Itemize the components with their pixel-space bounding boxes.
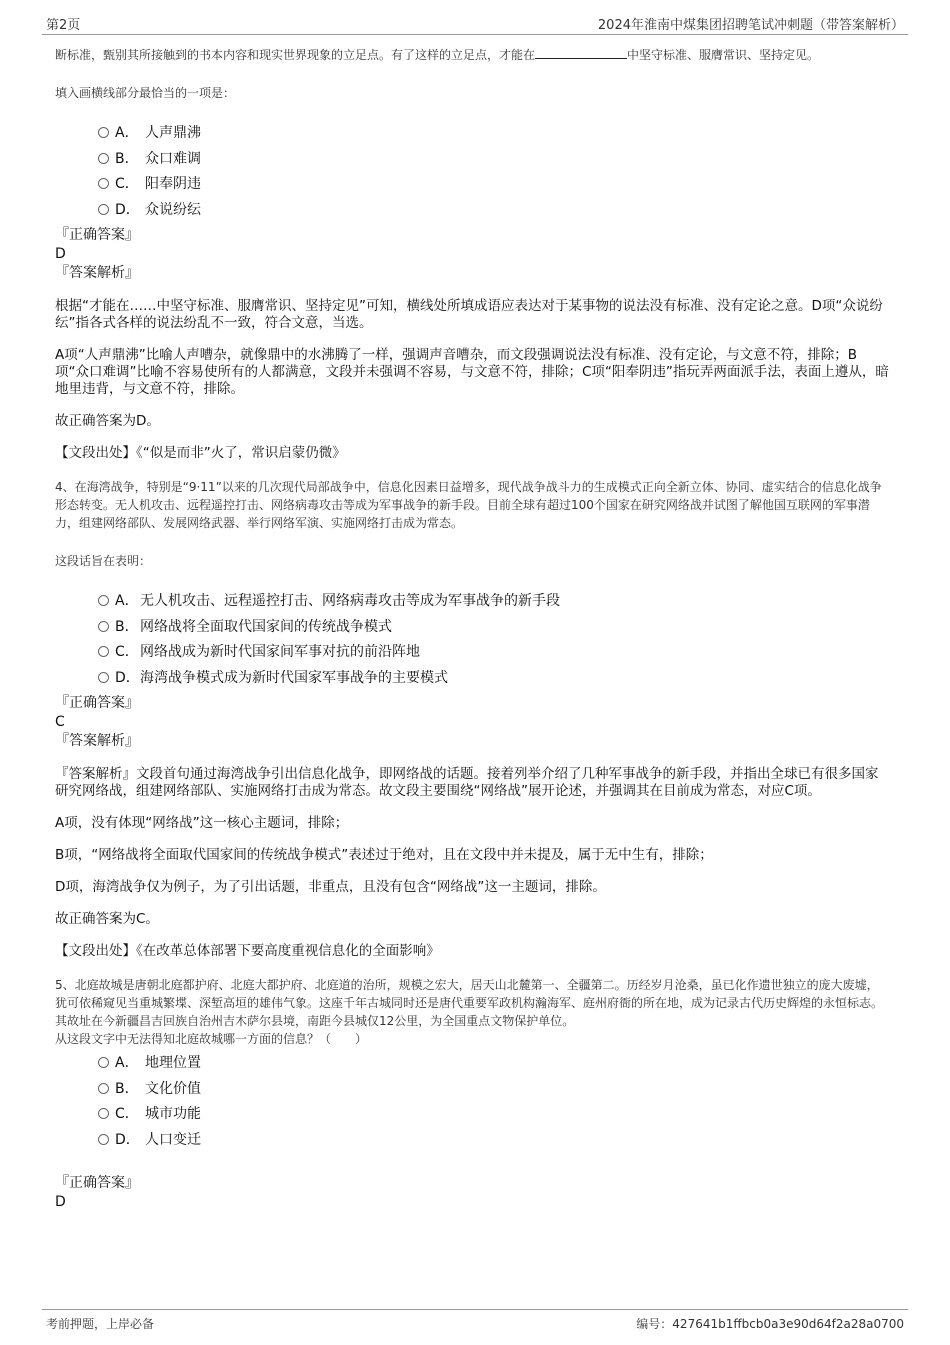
radio-icon[interactable]	[98, 595, 109, 606]
q5-options	[55, 1050, 890, 1152]
radio-icon[interactable]	[98, 1134, 109, 1145]
document-id: 编号：427641b1ffbcb0a3e90d64f2a28a0700	[636, 1317, 904, 1331]
q3-answer: D	[55, 246, 66, 262]
radio-icon[interactable]	[98, 621, 109, 632]
q4-options	[55, 588, 890, 690]
q4-analysis-paragraph: 『答案解析』文段首句通过海湾战争引出信息化战争，即网络战的话题。接着列举介绍了几种军事战争的新手段，并指出全球已有很多国家研究网络战，组建网络部队、实施网络打击成为常态。故文段主要围绕“网络战”展开论述，并强调其在目前成为常态，对应C项。	[55, 766, 879, 799]
q5-option-c[interactable]: C． 城市功能	[55, 1101, 890, 1127]
q5-option-a[interactable]: A． 地理位置	[55, 1050, 890, 1076]
document-title: 2024年淮南中煤集团招聘笔试冲刺题（带答案解析）	[597, 18, 904, 33]
q4-analysis-label: 『答案解析』	[55, 733, 139, 749]
q4-source: 【文段出处】《在改革总体部署下要高度重视信息化的全面影响》	[55, 943, 440, 959]
q4-passage: 4、在海湾战争，特别是“9·11”以来的几次现代局部战争中，信息化因素日益增多，现代战争战斗力的生成模式正向全新立体、协同、虚实结合的信息化战争形态转变。无人机攻击、远程遥控打击、网络病毒攻击等成为军事战争的新手段。目前全球有超过100个国家在研究网络战并试图了解他国互联网的军事潜力，组建网络部队、发展网络武器、举行网络军演、实施网络打击成为常态。	[55, 480, 882, 530]
q4-option-d[interactable]: D． 海湾战争模式成为新时代国家军事战争的主要模式	[55, 665, 890, 691]
q3-passage: 断标准，甄别其所接触到的书本内容和现实世界现象的立足点。有了这样的立足点，才能在 中坚守标准、服膺常识、坚持定见。	[55, 48, 820, 62]
radio-icon[interactable]	[98, 1108, 109, 1119]
footer-slogan: 考前押题，上岸必备	[46, 1317, 155, 1331]
page-number: 第2页	[46, 18, 81, 33]
page-footer	[42, 1309, 908, 1336]
radio-icon[interactable]	[98, 153, 109, 164]
q3-option-b[interactable]: B． 众口难调	[55, 146, 890, 172]
q4-analysis-paragraph: 故正确答案为C。	[55, 911, 159, 927]
q3-options	[55, 120, 890, 222]
q5-answer: D	[55, 1194, 66, 1210]
radio-icon[interactable]	[98, 1057, 109, 1068]
q3-option-d[interactable]: D． 众说纷纭	[55, 197, 890, 223]
q5-option-b[interactable]: B． 文化价值	[55, 1076, 890, 1102]
q4-analysis-paragraph: D项，海湾战争仅为例子，为了引出话题，非重点，且没有包含“网络战”这一主题词，排除。	[55, 879, 606, 895]
radio-icon[interactable]	[98, 672, 109, 683]
fill-in-blank	[535, 47, 627, 59]
q3-analysis-label: 『答案解析』	[55, 265, 139, 281]
q3-source: 【文段出处】《“似是而非”火了，常识启蒙仍微》	[55, 445, 346, 461]
q5-prompt: 从这段文字中无法得知北庭故城哪一方面的信息？（ ）	[55, 1032, 368, 1046]
q3-answer-label: 『正确答案』	[55, 227, 139, 243]
page-header	[42, 12, 908, 35]
radio-icon[interactable]	[98, 204, 109, 215]
radio-icon[interactable]	[98, 127, 109, 138]
radio-icon[interactable]	[98, 646, 109, 657]
q4-analysis-paragraph: B项，“网络战将全面取代国家间的传统战争模式”表述过于绝对，且在文段中并未提及，属于无中生有，排除；	[55, 847, 713, 863]
q3-option-c[interactable]: C． 阳奉阴违	[55, 171, 890, 197]
radio-icon[interactable]	[98, 1083, 109, 1094]
q4-option-b[interactable]: B． 网络战将全面取代国家间的传统战争模式	[55, 614, 890, 640]
q4-answer-label: 『正确答案』	[55, 695, 139, 711]
q3-prompt: 填入画横线部分最恰当的一项是：	[55, 86, 236, 100]
q3-option-a[interactable]: A． 人声鼎沸	[55, 120, 890, 146]
q3-analysis-paragraph: A项“人声鼎沸”比喻人声嘈杂，就像鼎中的水沸腾了一样，强调声音嘈杂，而文段强调说法没有标准、没有定论，与文意不符，排除；B项“众口难调”比喻不容易使所有的人都满意，文段并未强调不容易，与文意不符，排除；C项“阳奉阴违”指玩弄两面派手法，表面上遵从，暗地里违背，与文意不符，排除。	[55, 347, 889, 397]
q4-prompt: 这段话旨在表明：	[55, 554, 152, 568]
q5-passage: 5、北庭故城是唐朝北庭都护府、北庭大都护府、北庭道的治所，规模之宏大，居天山北麓第一、全疆第二。历经岁月沧桑，虽已化作遗世独立的庞大废墟，犹可依稀窥见当重城繁堞、深堑高垣的雄伟气象。这座千年古城同时还是唐代重要军政机构瀚海军、庭州府衙的所在地，成为记录古代历史辉煌的永恒标志。其故址在今新疆昌吉回族自治州吉木萨尔县境，南距今县城仅12公里，为全国重点文物保护单位。	[55, 978, 884, 1028]
q4-analysis-paragraph: A项，没有体现“网络战”这一核心主题词，排除；	[55, 815, 349, 831]
radio-icon[interactable]	[98, 178, 109, 189]
q4-answer: C	[55, 714, 65, 730]
document-content	[55, 46, 890, 1212]
q3-analysis-paragraph: 故正确答案为D。	[55, 413, 160, 429]
q4-option-a[interactable]: A． 无人机攻击、远程遥控打击、网络病毒攻击等成为军事战争的新手段	[55, 588, 890, 614]
q3-analysis-paragraph: 根据“才能在……中坚守标准、服膺常识、坚持定见”可知，横线处所填成语应表达对于某事物的说法没有标准、没有定论之意。D项“众说纷纭”指各式各样的说法纷乱不一致，符合文意，当选。	[55, 298, 883, 331]
q5-answer-label: 『正确答案』	[55, 1175, 139, 1191]
q4-option-c[interactable]: C． 网络战成为新时代国家间军事对抗的前沿阵地	[55, 639, 890, 665]
q5-option-d[interactable]: D． 人口变迁	[55, 1127, 890, 1153]
